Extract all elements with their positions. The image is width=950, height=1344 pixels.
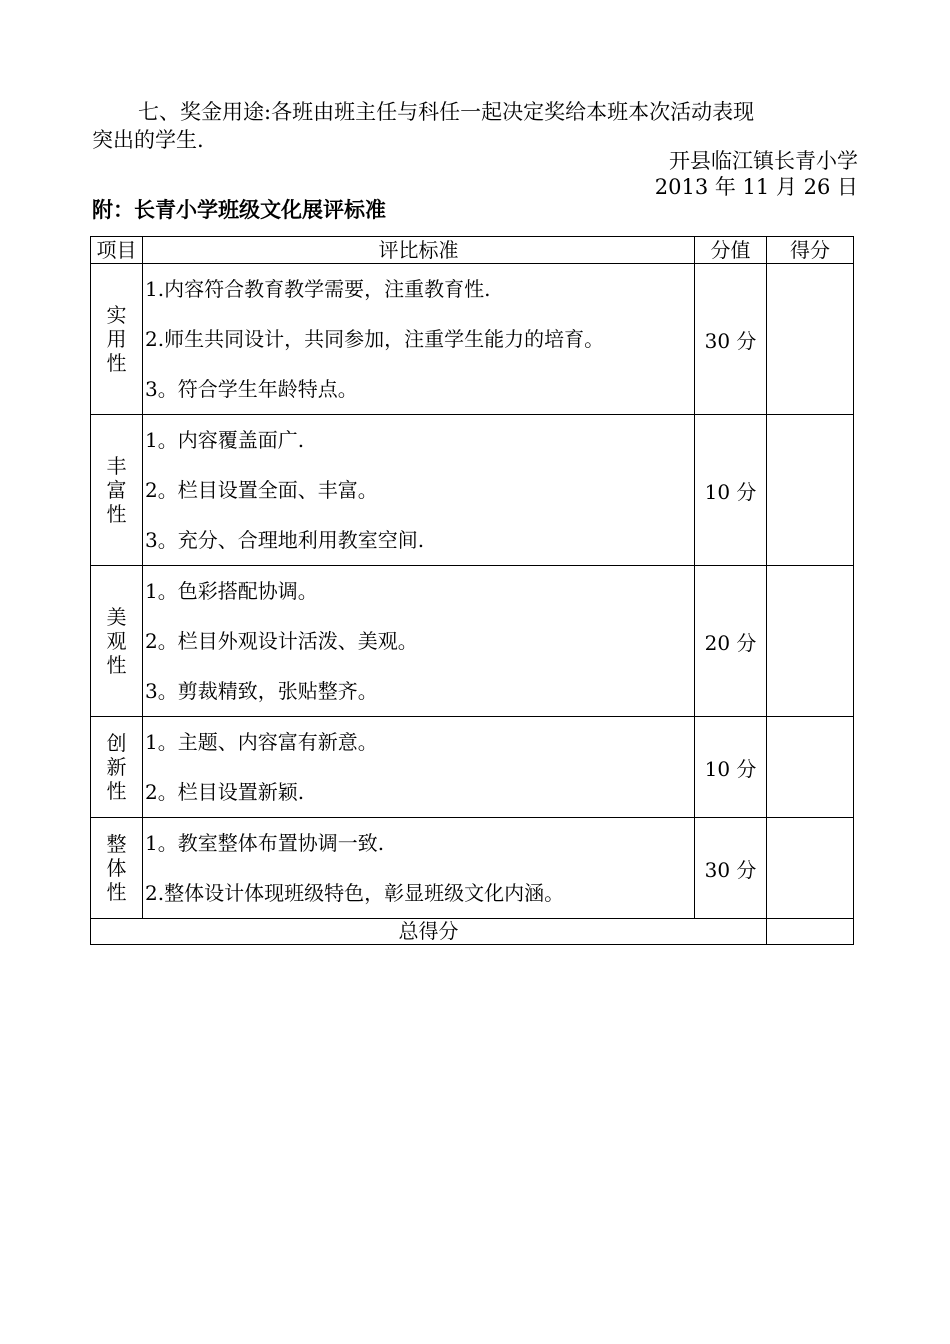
- item-char: 性: [106, 779, 127, 803]
- evaluation-table: [90, 236, 854, 945]
- criteria-line: 1。主题、内容富有新意。: [145, 730, 378, 754]
- item-name: [91, 566, 143, 717]
- item-char: 丰: [106, 454, 127, 478]
- criteria-line: 2。栏目设置全面、丰富。: [145, 478, 378, 502]
- award-usage-paragraph: [92, 98, 862, 154]
- paragraph-line1: 七、奖金用途:各班由班主任与科任一起决定奖给本班本次活动表现: [138, 100, 755, 124]
- item-char: 性: [106, 502, 127, 526]
- score-cell[interactable]: [767, 566, 854, 717]
- item-name: [91, 818, 143, 919]
- signature-block: [655, 148, 858, 200]
- criteria-cell: [143, 717, 695, 818]
- table-row: [91, 818, 854, 919]
- appendix-title: 附：长青小学班级文化展评标准: [92, 198, 386, 222]
- signature-date: 2013 年 11 月 26 日: [654, 175, 858, 199]
- criteria-cell: [143, 264, 695, 415]
- criteria-cell: [143, 415, 695, 566]
- criteria-line: 2.整体设计体现班级特色，彰显班级文化内涵。: [145, 881, 565, 905]
- item-char: 性: [106, 653, 127, 677]
- table-header-row: [91, 237, 854, 264]
- score-cell[interactable]: [767, 264, 854, 415]
- criteria-line: 3。符合学生年龄特点。: [145, 377, 358, 401]
- header-item: 项目: [91, 237, 143, 264]
- item-char: 实: [106, 303, 127, 327]
- score-cell[interactable]: [767, 818, 854, 919]
- criteria-line: 1。教室整体布置协调一致.: [145, 831, 385, 855]
- criteria-cell: [143, 818, 695, 919]
- criteria-line: 1。内容覆盖面广.: [145, 428, 305, 452]
- score-cell[interactable]: [767, 717, 854, 818]
- item-name: [91, 264, 143, 415]
- points-cell: 20 分: [695, 566, 767, 717]
- points-cell: 30 分: [695, 818, 767, 919]
- criteria-line: 1.内容符合教育教学需要，注重教育性.: [145, 277, 491, 301]
- item-name: [91, 717, 143, 818]
- table-row: [91, 415, 854, 566]
- criteria-line: 2。栏目设置新颖.: [145, 780, 305, 804]
- total-label: 总得分: [91, 919, 767, 945]
- header-score: 得分: [767, 237, 854, 264]
- item-char: 用: [106, 327, 127, 351]
- criteria-cell: [143, 566, 695, 717]
- item-char: 性: [106, 880, 127, 904]
- item-char: 观: [106, 629, 127, 653]
- header-points: 分值: [695, 237, 767, 264]
- item-char: 富: [106, 478, 127, 502]
- criteria-line: 2。栏目外观设计活泼、美观。: [145, 629, 418, 653]
- points-cell: 10 分: [695, 717, 767, 818]
- criteria-line: 3。剪裁精致，张贴整齐。: [145, 679, 378, 703]
- item-char: 美: [106, 605, 127, 629]
- header-criteria: 评比标准: [143, 237, 695, 264]
- criteria-line: 3。充分、合理地利用教室空间.: [145, 528, 425, 552]
- item-char: 新: [106, 755, 127, 779]
- item-name: [91, 415, 143, 566]
- item-char: 整: [106, 832, 127, 856]
- item-char: 性: [106, 351, 127, 375]
- table-row: [91, 566, 854, 717]
- item-char: 体: [106, 856, 127, 880]
- points-cell: 30 分: [695, 264, 767, 415]
- paragraph-line: [92, 98, 862, 126]
- table-row: [91, 264, 854, 415]
- total-row: [91, 919, 854, 945]
- item-char: 创: [106, 731, 127, 755]
- points-cell: 10 分: [695, 415, 767, 566]
- paragraph-line2: 突出的学生.: [92, 128, 204, 152]
- score-cell[interactable]: [767, 415, 854, 566]
- criteria-line: 2.师生共同设计，共同参加，注重学生能力的培育。: [145, 327, 605, 351]
- table-row: [91, 717, 854, 818]
- total-score-cell[interactable]: [767, 919, 854, 945]
- school-name: 开县临江镇长青小学: [669, 149, 858, 173]
- criteria-line: 1。色彩搭配协调。: [145, 579, 318, 603]
